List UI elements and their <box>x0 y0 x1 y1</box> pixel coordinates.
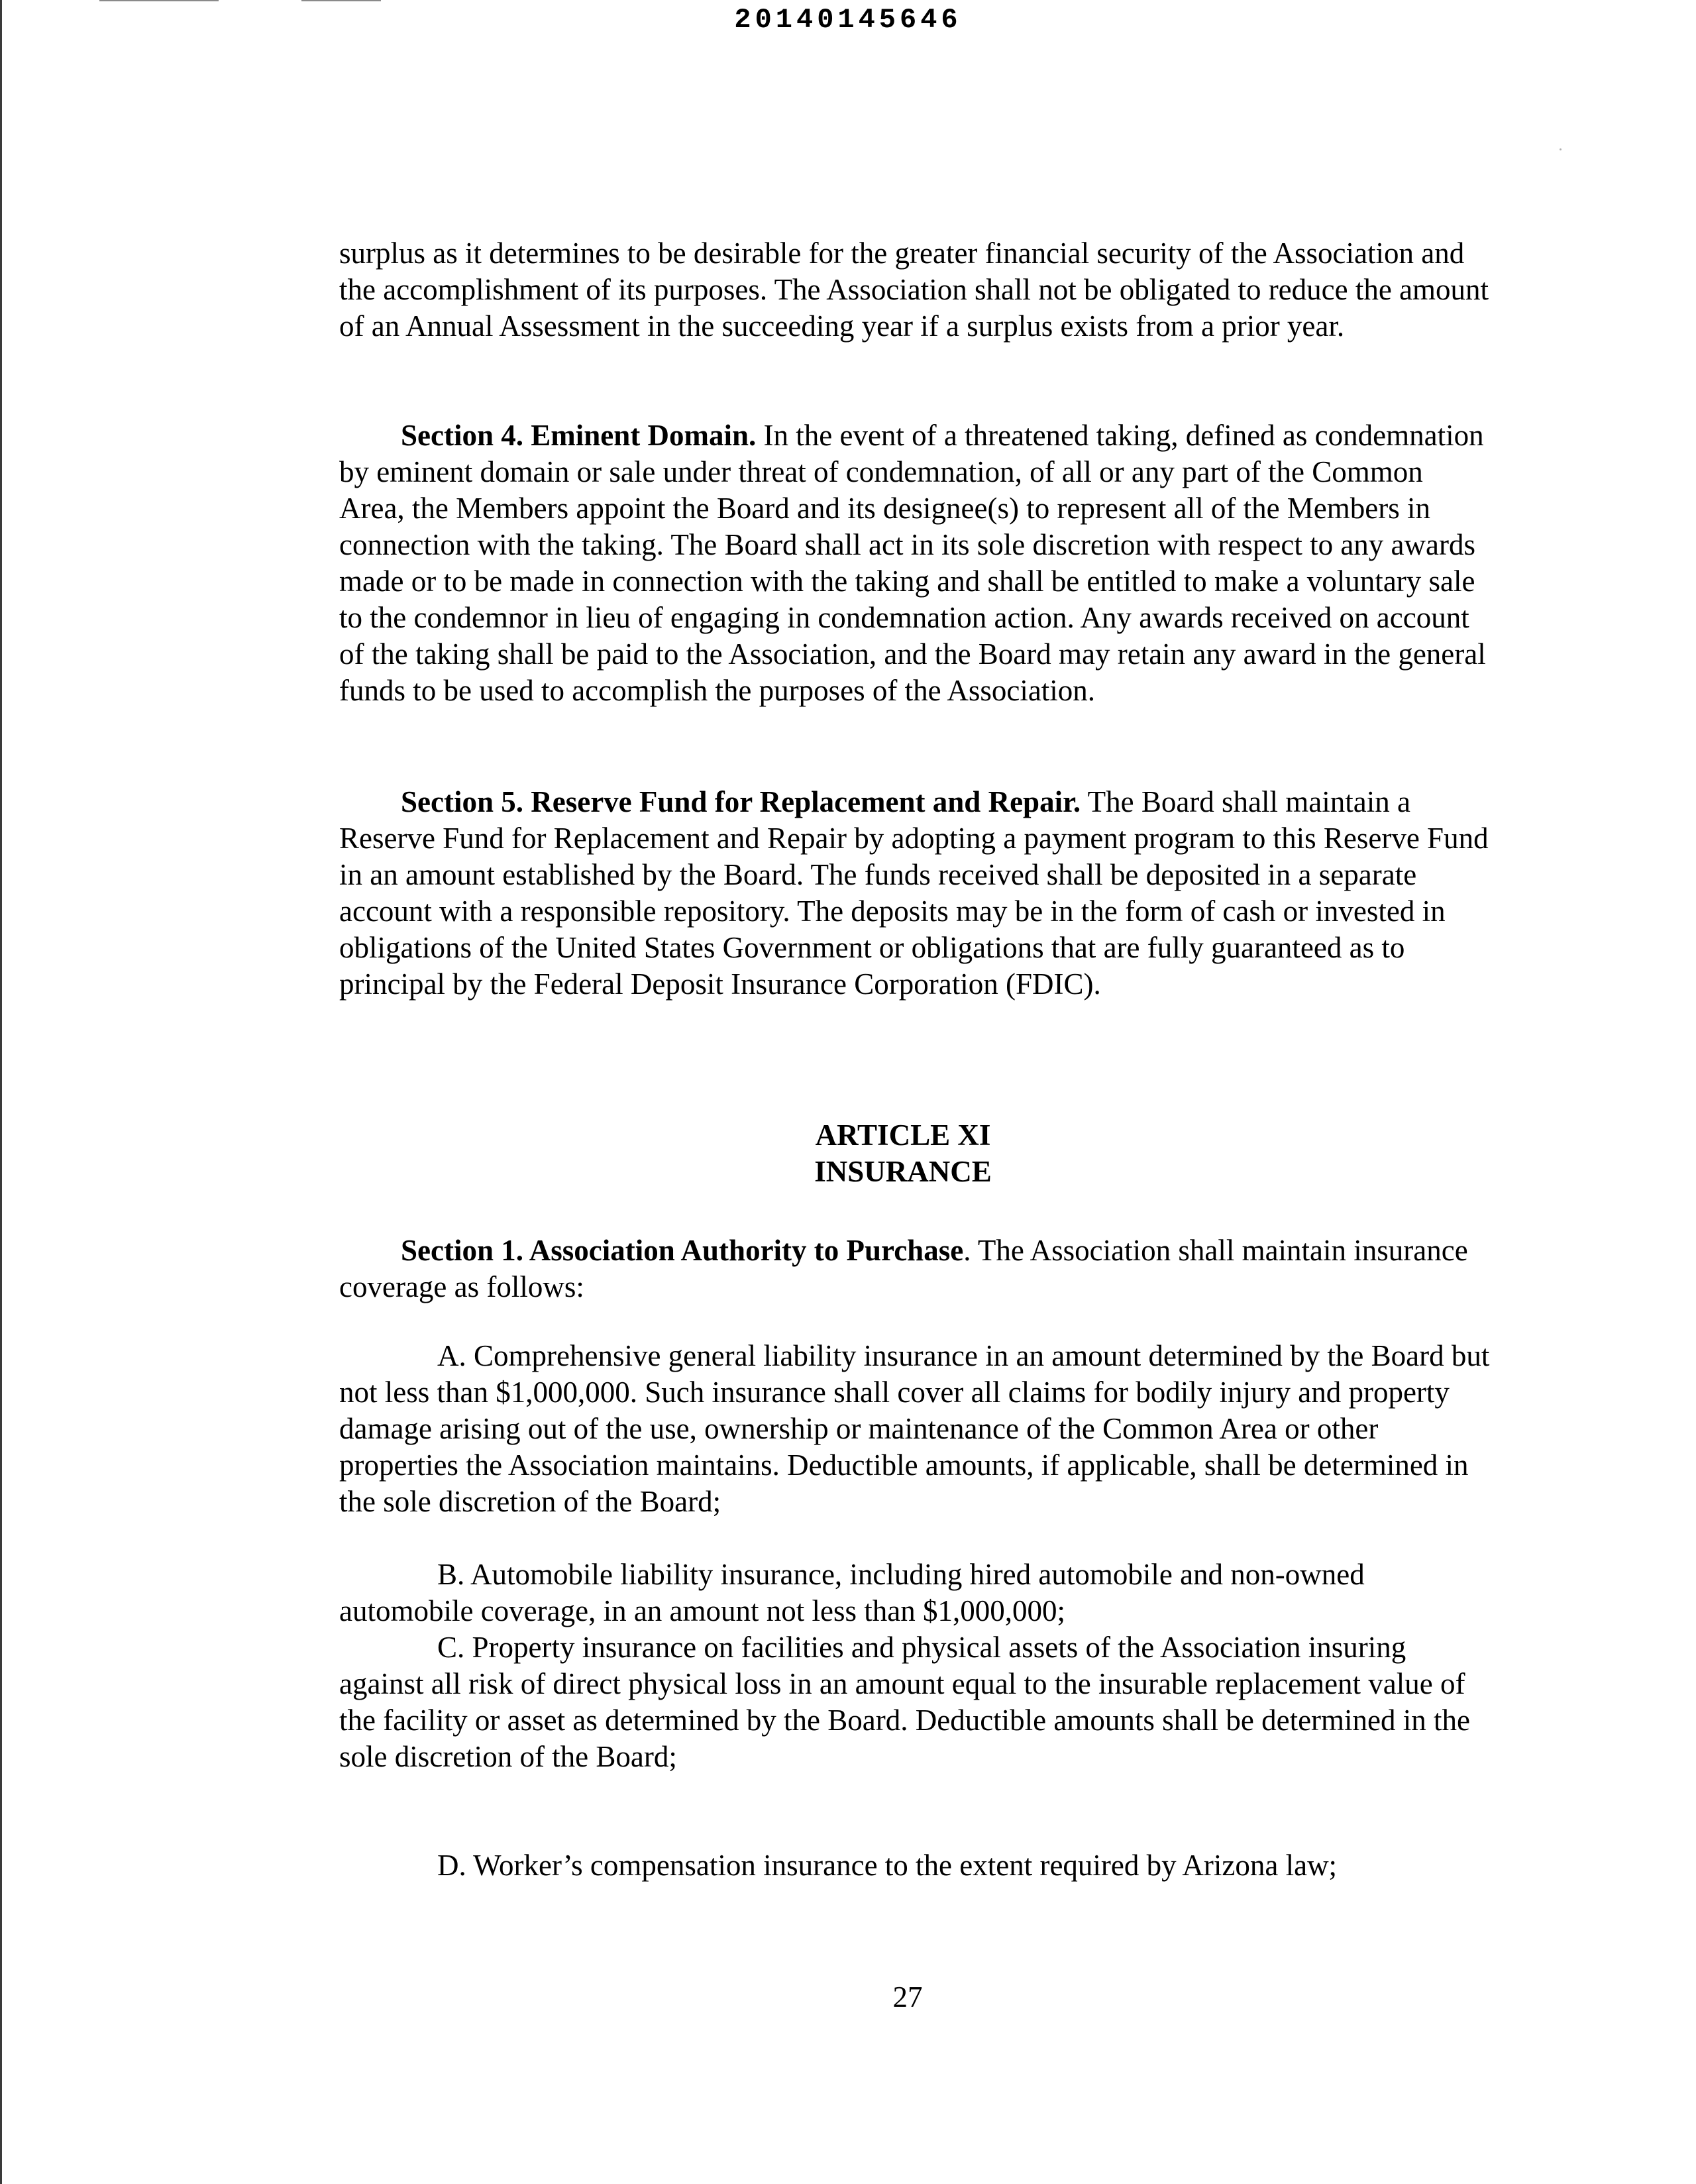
section-text: In the event of a threatened taking, defined as condemnation by eminent domain or sale under threat of condemnation, of all or any part of the Common Area, the Members appoint the Board and its designee(s) to represent all of the Members in connection with the taking. The Board shall act in its sole discretion with respect to any awards made or to be made in connection with the taking and shall be entitled to make a voluntary sale to the condemnor in lieu of engaging in condemnation action. Any awards received on account of the taking shall be paid to the Association, and the Board may retain any award in the general funds to be used to accomplish the purposes of the Association. <box>339 419 1486 707</box>
section-heading: Section 5. Reserve Fund for Replacement and Repair. <box>401 785 1081 818</box>
scan-left-edge <box>0 0 2 2184</box>
list-item-text: D. Worker’s compensation insurance to the extent required by Arizona law; <box>437 1849 1338 1882</box>
section-heading: Section 4. Eminent Domain. <box>401 419 757 452</box>
list-item-c <box>339 1629 1492 1775</box>
list-item-d <box>339 1847 1492 1884</box>
scan-top-mark <box>301 0 381 1</box>
section-text: The Board shall maintain a Reserve Fund for Replacement and Repair by adopting a payment program to this Reserve Fund in an amount established by the Board. The funds received shall be deposited in a separate account with a responsible repository. The deposits may be in the form of cash or invested in obligations of the United States Government or obligations that are fully guaranteed as to principal by the Federal Deposit Insurance Corporation (FDIC). <box>339 785 1489 1001</box>
section-5-reserve-fund <box>339 784 1492 1003</box>
scan-top-mark <box>99 0 219 1</box>
section-text: . The Association shall maintain insurance coverage as follows: <box>339 1234 1468 1303</box>
list-item-a <box>339 1338 1492 1520</box>
page-number: 27 <box>892 1981 923 2014</box>
article-title: INSURANCE <box>814 1155 992 1188</box>
paragraph-surplus <box>339 235 1492 345</box>
paragraph-text: surplus as it determines to be desirable for the greater financial security of the Association and the accomplishment of its purposes. The Association shall not be obligated to reduce the amount of an Annual Assessment in the succeeding year if a surplus exists from a prior year. <box>339 237 1489 343</box>
document-number: 20140145646 <box>734 4 962 36</box>
list-item-text: C. Property insurance on facilities and physical assets of the Association insuring against all risk of direct physical loss in an amount equal to the insurable replacement value of the facility or asset as determined by the Board. Deductible amounts shall be determined in the sole discretion of the Board; <box>339 1631 1470 1773</box>
list-item-text: B. Automobile liability insurance, including hired automobile and non-owned automobile coverage, in an amount not less than $1,000,000; <box>339 1558 1365 1627</box>
section-1-association-authority <box>339 1232 1492 1305</box>
article-heading <box>0 1117 1696 1190</box>
article-number: ARTICLE XI <box>815 1119 991 1152</box>
list-item-text: A. Comprehensive general liability insurance in an amount determined by the Board but not less than $1,000,000. Such insurance shall cover all claims for bodily injury and property damage arising out of the use, ownership or maintenance of the Common Area or other properties the Association maintains. Deductible amounts, if applicable, shall be determined in the sole discretion of the Board; <box>339 1339 1490 1518</box>
section-4-eminent-domain <box>339 417 1492 709</box>
scan-dot <box>1560 148 1562 150</box>
list-item-b <box>339 1556 1492 1629</box>
section-heading: Section 1. Association Authority to Purchase <box>401 1234 964 1267</box>
